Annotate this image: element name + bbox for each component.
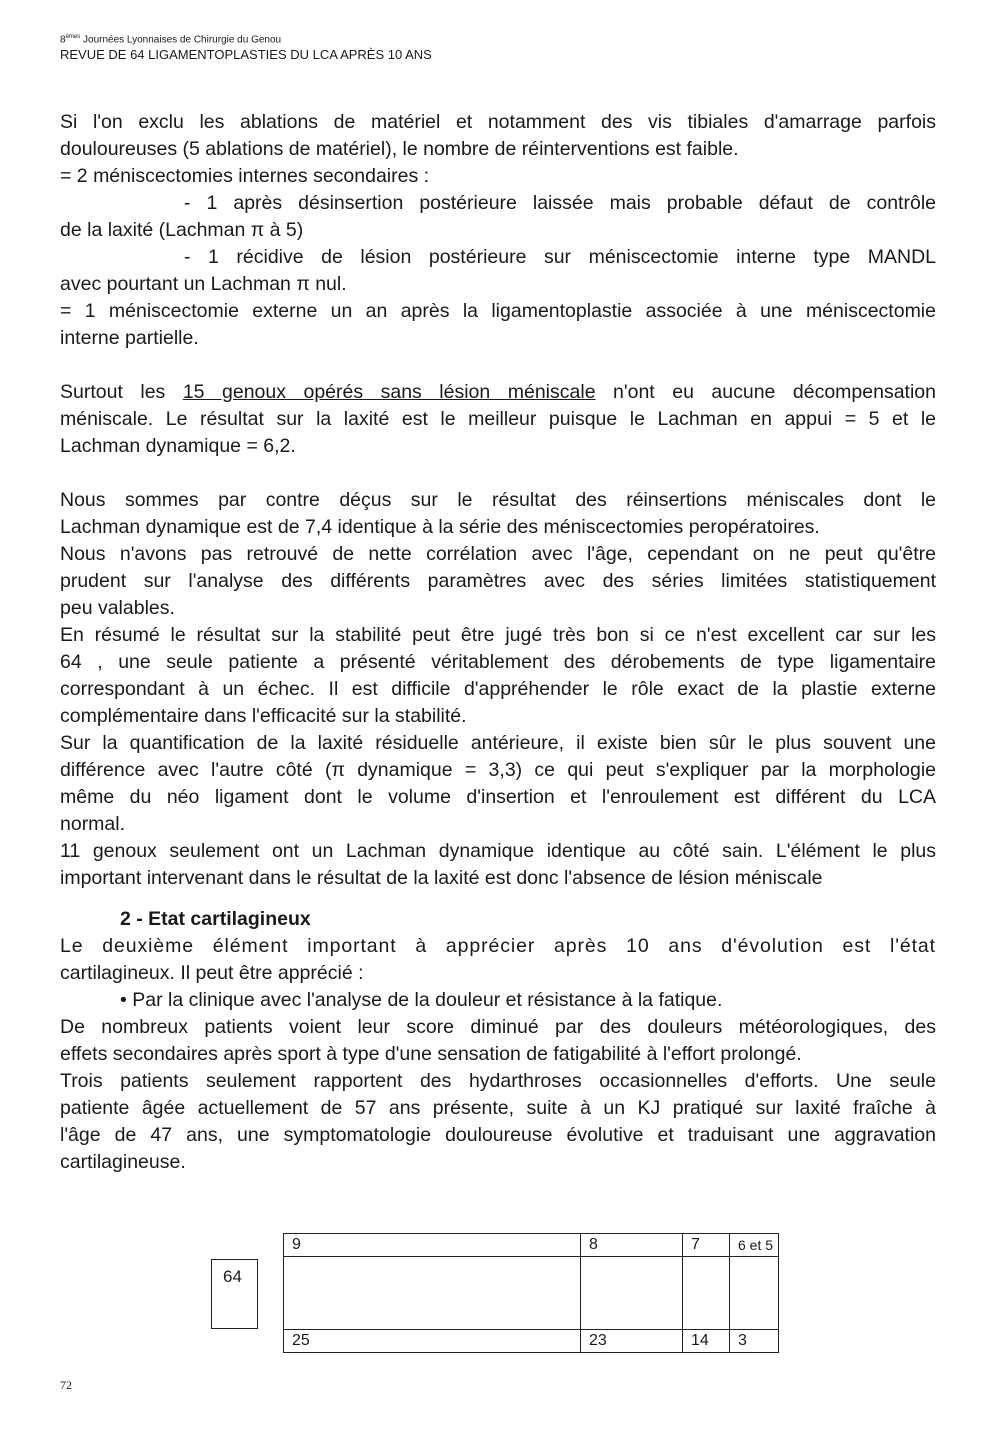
- text-line: Sur la quantification de la laxité résiduelle antérieure, il existe bien sûr le plus souvent une: [60, 732, 936, 754]
- grid-cell: 23: [581, 1330, 683, 1353]
- grid-cell-empty: [581, 1257, 683, 1330]
- total-box: 64: [211, 1259, 258, 1329]
- section-heading: 2 - Etat cartilagineux: [120, 908, 311, 930]
- text-line: De nombreux patients voient leur score diminué par des douleurs météorologiques, des: [60, 1016, 936, 1038]
- grid-cell: 14: [683, 1330, 730, 1353]
- grid-cell-empty: [284, 1257, 581, 1330]
- text-line: de la laxité (Lachman π à 5): [60, 219, 304, 241]
- conference-name: 8èmes Journées Lyonnaises de Chirurgie du Genou: [60, 34, 282, 46]
- text-line: différence avec l'autre côté (π dynamique = 3,3) ce qui peut s'expliquer par la morphologie: [60, 759, 936, 781]
- text-line: = 2 méniscectomies internes secondaires :: [60, 165, 430, 187]
- grid-cell: 6 et 5: [730, 1234, 779, 1257]
- text-line: complémentaire dans l'efficacité sur la stabilité.: [60, 705, 467, 727]
- text-line: douloureuses (5 ablations de matériel), le nombre de réinterventions est faible.: [60, 138, 739, 160]
- grid-cell-empty: [730, 1257, 779, 1330]
- text-line: patiente âgée actuellement de 57 ans présente, suite à un KJ pratiqué sur laxité fraîche à: [60, 1097, 936, 1119]
- text-line: effets secondaires après sport à type d'une sensation de fatigabilité à l'effort prolongé.: [60, 1043, 802, 1065]
- text-line: En résumé le résultat sur la stabilité peut être jugé très bon si ce n'est excellent car sur les: [60, 624, 936, 646]
- underlined-phrase: 15 genoux opérés sans lésion méniscale: [182, 381, 596, 403]
- text-line: Surtout les 15 genoux opérés sans lésion méniscale n'ont eu aucune décompensation: [60, 381, 936, 403]
- text-line: normal.: [60, 813, 126, 835]
- grid-cell: 9: [284, 1234, 581, 1257]
- grid-cell: 3: [730, 1330, 779, 1353]
- text-line: Nous n'avons pas retrouvé de nette corrélation avec l'âge, cependant on ne peut qu'être: [60, 543, 936, 565]
- text-line: cartilagineuse.: [60, 1151, 186, 1173]
- text-line: peu valables.: [60, 597, 175, 619]
- text-line: cartilagineux. Il peut être apprécié :: [60, 962, 364, 984]
- text-line: Nous sommes par contre déçus sur le résultat des réinsertions méniscales dont le: [60, 489, 936, 511]
- text-line: Lachman dynamique = 6,2.: [60, 435, 296, 457]
- text-line: interne partielle.: [60, 327, 199, 349]
- text-line: même du néo ligament dont le volume d'insertion et l'enroulement est différent du LCA: [60, 786, 936, 808]
- text-line: 64 , une seule patiente a présenté véritablement des dérobements de type ligamentaire: [60, 651, 936, 673]
- text-line: prudent sur l'analyse des différents paramètres avec des séries limitées statistiquement: [60, 570, 936, 592]
- text-line: - 1 après désinsertion postérieure laissée mais probable défaut de contrôle: [184, 192, 936, 214]
- text-line: = 1 méniscectomie externe un an après la ligamentoplastie associée à une méniscectomie: [60, 300, 936, 322]
- page-number: 72: [60, 1378, 72, 1392]
- text-line: Trois patients seulement rapportent des hydarthroses occasionnelles d'efforts. Une seule: [60, 1070, 936, 1092]
- bullet-item: • Par la clinique avec l'analyse de la douleur et résistance à la fatique.: [120, 989, 723, 1011]
- body-text: [60, 109, 936, 1176]
- text-line: Le deuxième élément important à apprécier après 10 ans d'évolution est l'état: [60, 935, 936, 957]
- text-line: avec pourtant un Lachman π nul.: [60, 273, 347, 295]
- text-line: 11 genoux seulement ont un Lachman dynamique identique au côté sain. L'élément le plus: [60, 840, 936, 862]
- results-grid: [283, 1233, 779, 1353]
- text-line: Lachman dynamique est de 7,4 identique à la série des méniscectomies peropératoires.: [60, 516, 820, 538]
- text-line: méniscale. Le résultat sur la laxité est le meilleur puisque le Lachman en appui = 5 et le: [60, 408, 936, 430]
- grid-cell: 8: [581, 1234, 683, 1257]
- grid-cell: 7: [683, 1234, 730, 1257]
- grid-cell: 25: [284, 1330, 581, 1353]
- text-line: important intervenant dans le résultat de la laxité est donc l'absence de lésion méniscale: [60, 867, 823, 889]
- text-line: Si l'on exclu les ablations de matériel et notamment des vis tibiales d'amarrage parfois: [60, 111, 936, 133]
- article-title: REVUE DE 64 LIGAMENTOPLASTIES DU LCA APRÈS 10 ANS: [60, 46, 432, 62]
- text-line: l'âge de 47 ans, une symptomatologie douloureuse évolutive et traduisant une aggravation: [60, 1124, 936, 1146]
- running-header: [60, 34, 432, 63]
- grid-cell-empty: [683, 1257, 730, 1330]
- text-line: correspondant à un échec. Il est difficile d'appréhender le rôle exact de la plastie externe: [60, 678, 936, 700]
- text-line: - 1 récidive de lésion postérieure sur méniscectomie interne type MANDL: [184, 246, 936, 268]
